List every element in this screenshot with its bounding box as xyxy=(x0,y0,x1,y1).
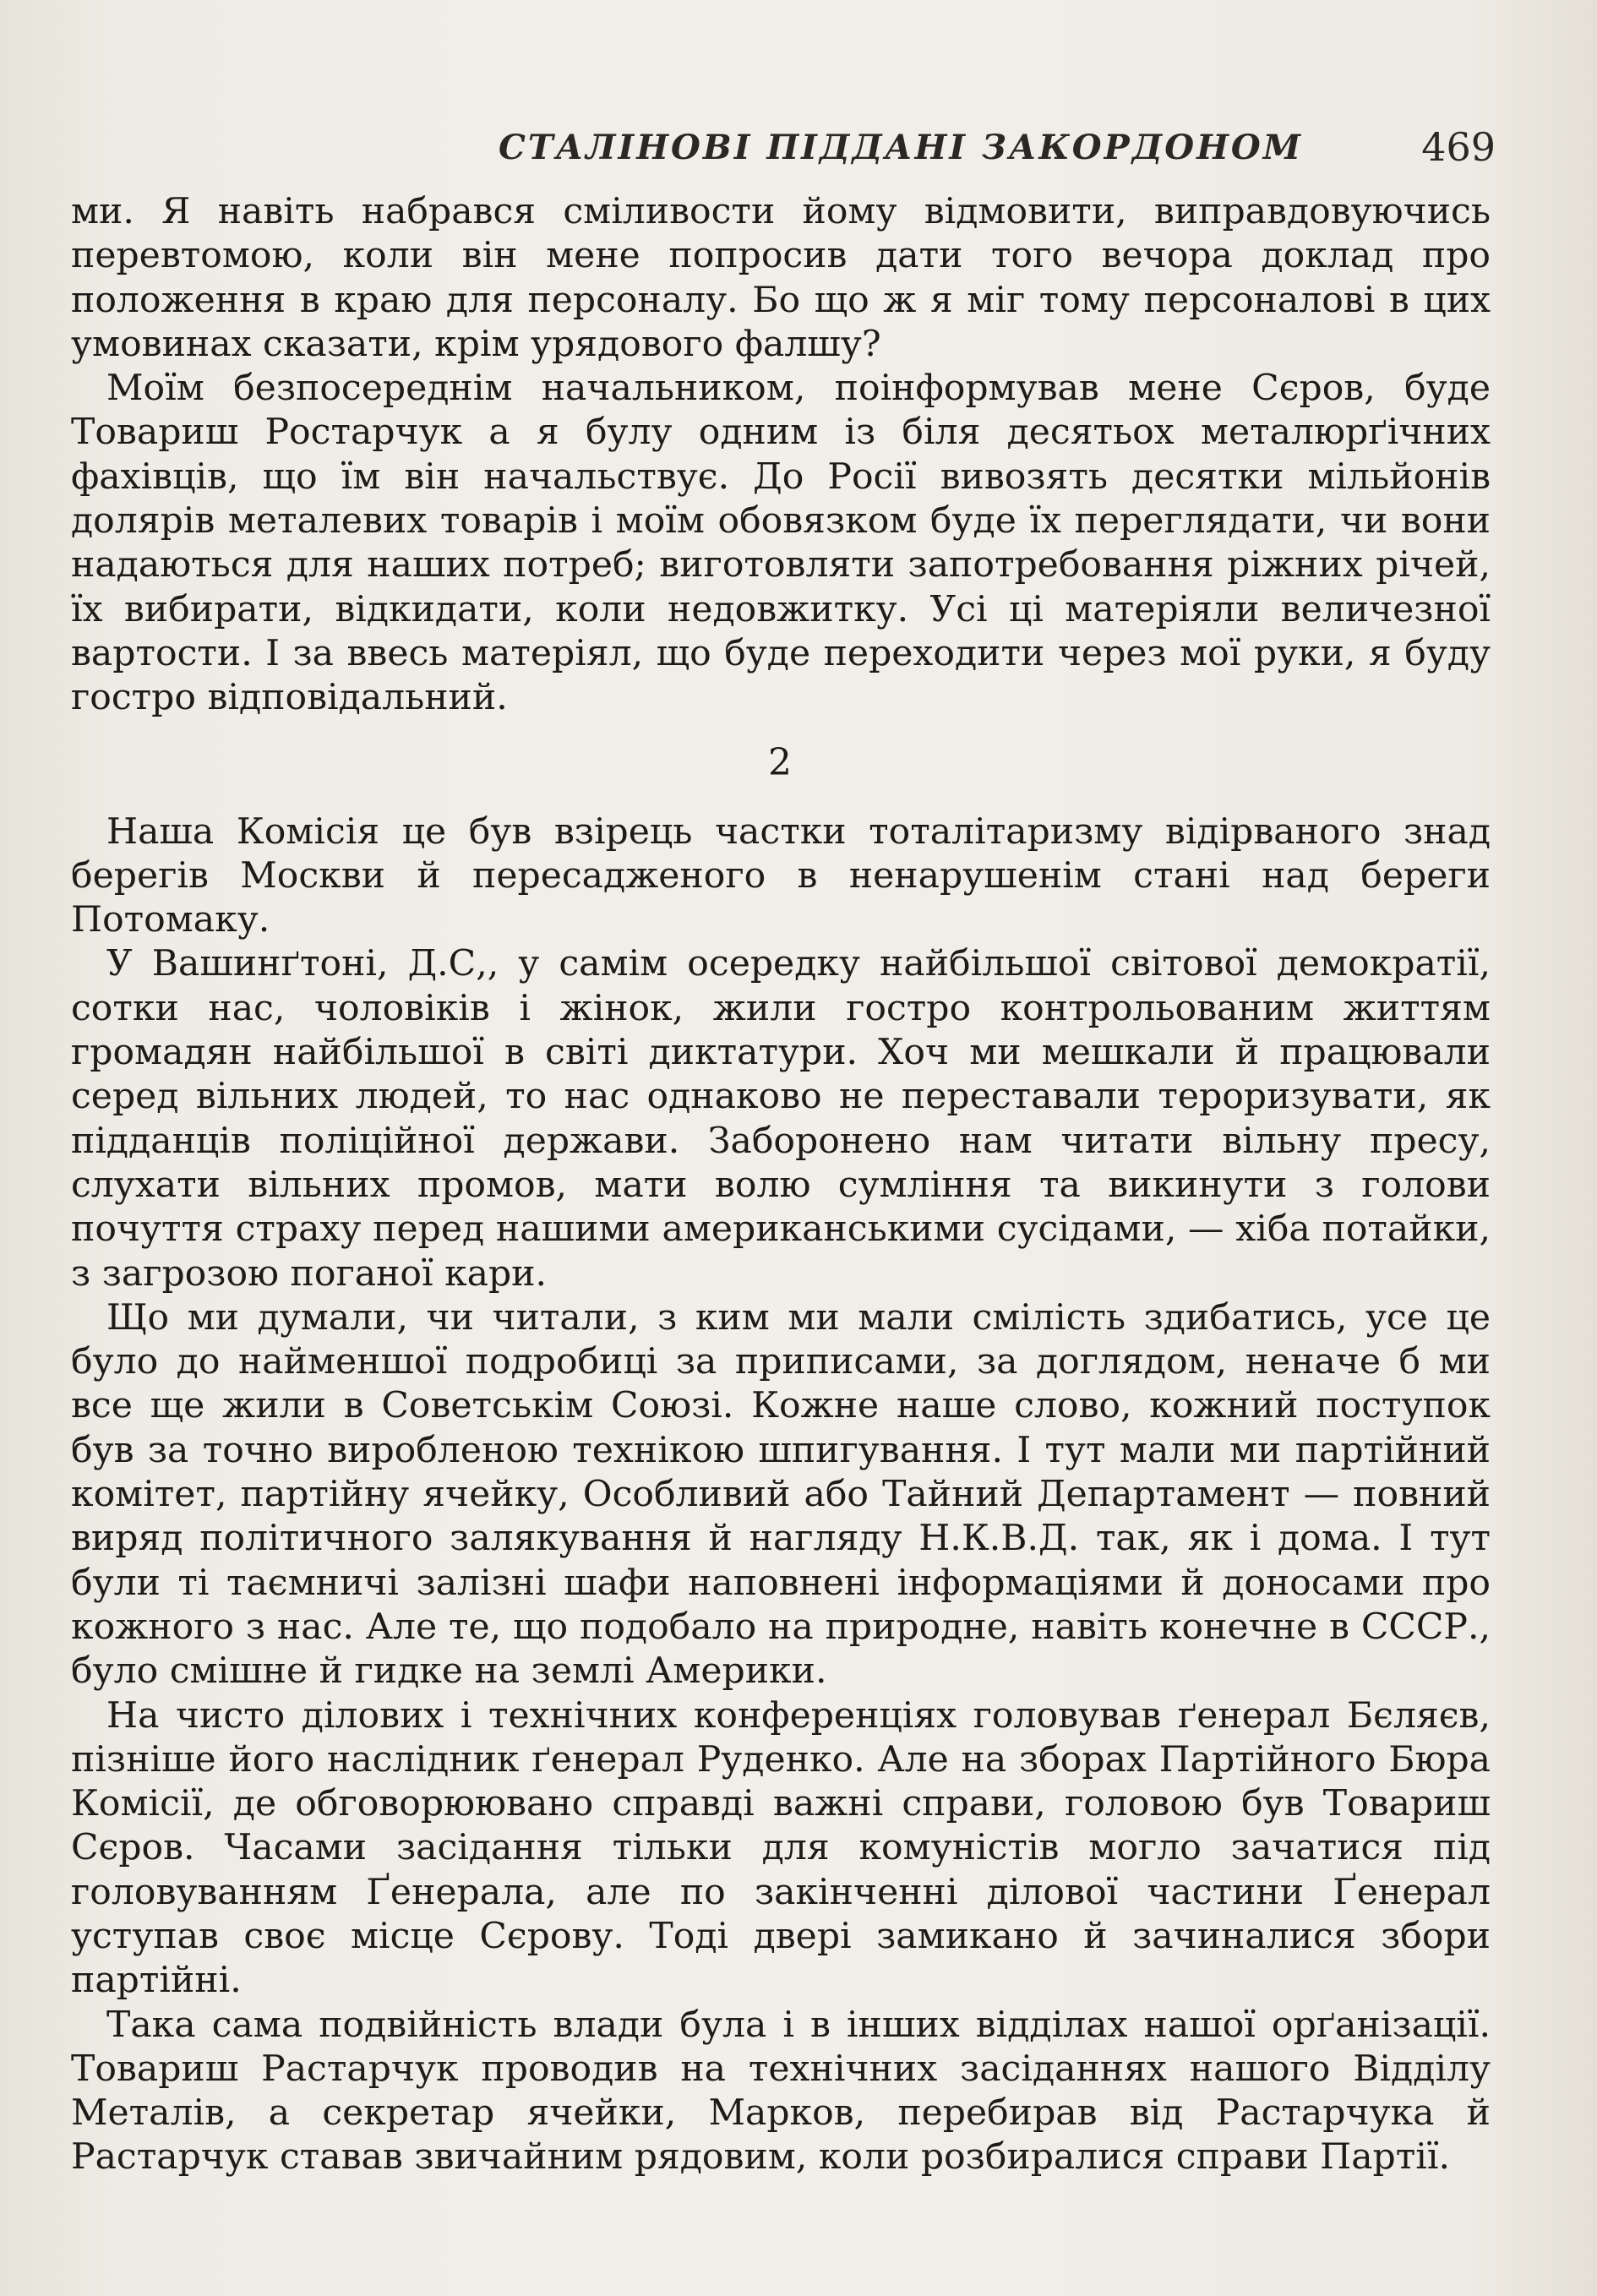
paragraph: Така сама подвійність влади була і в інших відділах нашої орґанізації. Товариш Растарчук проводив на технічних засіданнях нашого Відділу Металів, а секретар ячейки, Марков, перебирав від Растарчука й Растарчук ставав звичайним рядовим, коли розбиралися справи Партії. xyxy=(71,2004,1491,2179)
paragraph: На чисто ділових і технічних конференціях головував ґенерал Бєляєв, пізніше його наслідник ґенерал Руденко. Але на зборах Партійного Бюра Комісії, де обговорюювано справді важні справи, головою був Товариш Сєров. Часами засідання тільки для комуністів могло зачатися під головуванням Ґенерала, але по закінченні ділової частини Ґенерал уступав своє місце Сєрову. Тоді двері замикано й зачиналися збори партійні. xyxy=(71,1694,1491,2002)
section-number: 2 xyxy=(768,740,793,784)
body-text xyxy=(71,190,1491,2180)
paragraph: Наша Комісія це був взірець частки тоталітаризму відірваного знад берегів Москви й пересадженого в ненарушенім стані над береги Потомаку. xyxy=(71,810,1491,941)
running-title: СТАЛІНОВІ ПІДДАНІ ЗАКОРДОНОМ xyxy=(499,128,1304,167)
page-number: 469 xyxy=(1421,124,1496,170)
paragraph: Що ми думали, чи читали, з ким ми мали смілість здибатись, усе це було до найменшої подробиці за приписами, за доглядом, неначе б ми все ще жили в Советськім Союзі. Кожне наше слово, кожний поступок був за точно виробленою технікою шпигування. І тут мали ми партійний комітет, партійну ячейку, Особливий або Тайний Департамент — повний виряд політичного залякування й нагляду Н.К.В.Д. так, як і дома. І тут були ті таємничі залізні шафи наповнені інформаціями й доносами про кожного з нас. Але те, що подобало на природне, навіть конечне в СССР., було смішне й гидке на землі Америки. xyxy=(71,1296,1491,1693)
paragraph: У Вашинґтоні, Д.С,, у самім осередку найбільшої світової демократії, сотки нас, чоловіків і жінок, жили гостро контрольованим життям громадян найбільшої в світі диктатури. Хоч ми мешкали й працювали серед вільних людей, то нас однаково не переставали тероризувати, як підданців поліційної держави. Заборонено нам читати вільну пресу, слухати вільних промов, мати волю сумління та викинути з голови почуття страху перед нашими американськими сусідами, — хіба потайки, з загрозою поганої кари. xyxy=(71,943,1491,1295)
running-head xyxy=(68,123,1496,182)
paragraph: Моїм безпосереднім начальником, поінформував мене Сєров, буде Товариш Ростарчук а я булу одним із біля десятьох металюрґічних фахівців, що їм він начальствує. До Росії вивозять десятки мільйонів долярів металевих товарів і моїм обовязком буде їх переглядати, чи вони надаються для наших потреб; виготовляти запотребовання ріжних річей, їх вибирати, відкидати, коли недовжитку. Усі ці матеріяли величезної вартости. І за ввесь матеріял, що буде переходити через мої руки, я буду гостро відповідальний. xyxy=(71,368,1491,719)
paragraph-continuation: ми. Я навіть набрався сміливости йому відмовити, виправдовуючись перевтомою, коли він мене попросив дати того вечора доклад про положення в краю для персоналу. Бо що ж я міг тому персоналові в цих умовинах сказати, крім урядового фалшу? xyxy=(71,191,1491,365)
